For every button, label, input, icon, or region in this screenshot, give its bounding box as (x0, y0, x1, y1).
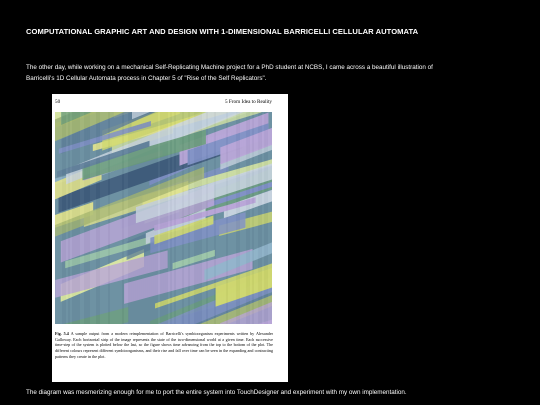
post-title: COMPUTATIONAL GRAPHIC ART AND DESIGN WITH 1-DIMENSIONAL BARRICELLI CELLULAR AUTOMATA (26, 27, 419, 36)
page-number: 50 (55, 99, 61, 105)
outro-paragraph: The diagram was mesmerizing enough for me to port the entire system into TouchDesigner and experiment with my own implementation. (26, 389, 407, 396)
automata-band (55, 307, 128, 324)
intro-paragraph: The other day, while working on a mechanical Self-Replicating Machine project for a PhD student at NCBS, I came across a beautiful illustration of Barricelli's 1D Cellular Automata process in Chapter 5 of "Rise of the Self Replicators". (26, 64, 433, 82)
running-head: 5 From Idea to Reality (225, 99, 272, 105)
book-page-image (52, 94, 288, 382)
automata-plot (55, 112, 272, 324)
caption-text: A sample output from a modern reimplementation of Barricelli's symbioorganism experiments written by Alexander Galloway. Each horizontal strip of the image represents the state of the two-dimensional world at a given time. Each successive time-step of the system is plotted below the last, so the figure shows time advancing from the top to the bottom of the plot. The different colours represent different symbioorganisms, and their rise and fall over time can be seen in the expanding and contracting patterns they create in the plot. (55, 331, 273, 359)
figure-label: Fig. 5.4 (55, 331, 71, 336)
automata-figure (55, 112, 272, 324)
figure-caption (55, 331, 273, 360)
page-header (52, 99, 288, 107)
